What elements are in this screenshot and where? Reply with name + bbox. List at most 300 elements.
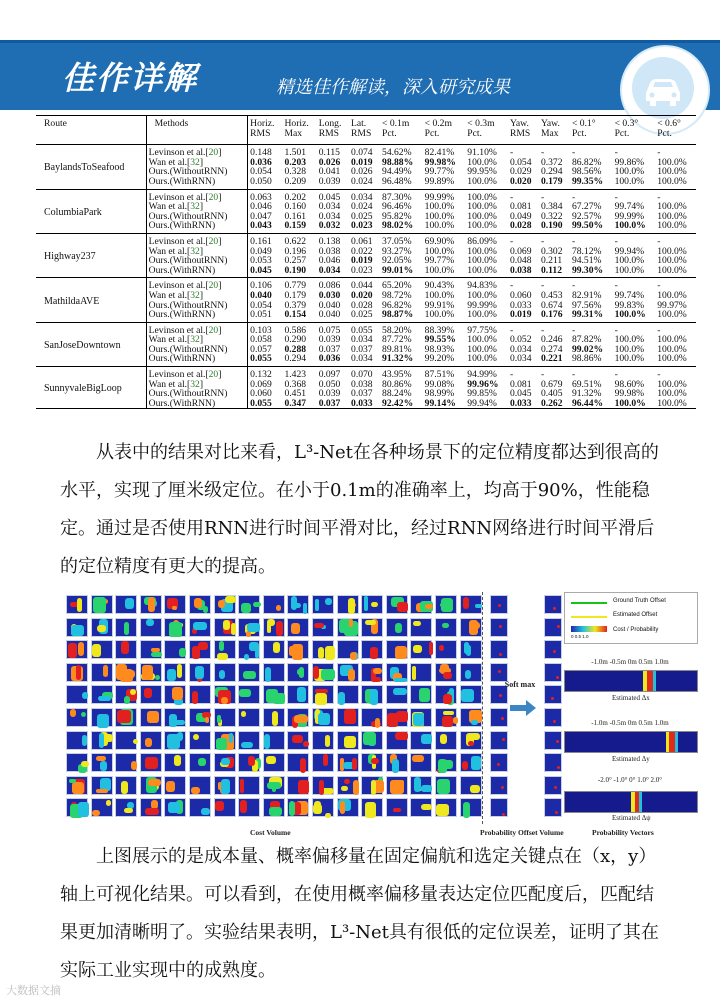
cost-volume-cell [287, 618, 309, 637]
value-cell: 0.061 [351, 235, 373, 247]
value-cell: 87.82% [571, 334, 602, 346]
value-cell: 0.048 [509, 255, 532, 267]
value-cell: 0.043 [248, 221, 283, 233]
cost-volume-cell [189, 663, 211, 682]
value-cell: 90.43% [424, 280, 455, 292]
value-cell: 0.033 [508, 399, 539, 409]
value-cell: 0.372 [540, 156, 563, 168]
cost-volume-cell [460, 798, 482, 817]
cost-volume-cell [238, 708, 260, 727]
value-cell: 99.99% [424, 191, 455, 203]
cost-volume-cell [312, 798, 334, 817]
cost-volume-cell [214, 595, 236, 614]
value-cell: 0.034 [351, 334, 373, 346]
value-cell: - [509, 191, 514, 203]
value-cell: 80.86% [382, 378, 412, 390]
value-cell: 0.057 [250, 343, 272, 355]
legend-box [564, 592, 698, 644]
value-cell: 0.029 [509, 166, 532, 178]
cost-volume-cell [263, 708, 285, 727]
cost-volume-cell [214, 776, 236, 795]
route-cell: BaylandsToSeafood [36, 145, 146, 189]
value-cell: 99.89% [423, 177, 466, 189]
cost-volume-cell [214, 685, 236, 704]
value-cell: - [509, 369, 514, 381]
value-cell: 100.0% [655, 266, 696, 278]
cost-volume-cell [238, 595, 260, 614]
cost-volume-cell [361, 618, 383, 637]
value-cell: 98.87% [380, 310, 423, 322]
value-cell: 0.115 [318, 147, 340, 159]
value-cell: 96.48% [380, 177, 423, 189]
cost-volume-cell [91, 663, 113, 682]
prob-vector-x [564, 670, 698, 692]
cost-volume-cell [337, 708, 359, 727]
cost-volume-cell [435, 685, 457, 704]
value-cell: - [614, 280, 618, 292]
value-cell: 100.0% [467, 255, 497, 267]
prob-offset-cell [490, 798, 508, 817]
cost-volume-cell [214, 640, 236, 659]
value-cell: 0.405 [540, 388, 563, 400]
value-cell: 100.0% [613, 266, 656, 278]
column-header: < 0.1° Pct. [570, 116, 613, 145]
cost-volume-cell [115, 618, 137, 637]
column-header: Yaw. RMS [508, 116, 539, 145]
value-cell: 94.49% [382, 166, 412, 178]
column-header: < 0.1m Pct. [380, 116, 423, 145]
cost-volume-cell [337, 753, 359, 772]
page-subtitle: 精选佳作解读，深入研究成果 [276, 77, 510, 98]
cost-volume-cell [361, 708, 383, 727]
cost-volume-cell [312, 685, 334, 704]
cost-volume-cell [287, 753, 309, 772]
cost-volume-cell [386, 776, 408, 795]
value-cell: 100.0% [657, 245, 687, 257]
cost-volume-cell [410, 798, 432, 817]
cost-volume-cell [263, 663, 285, 682]
value-cell: 100.0% [655, 399, 696, 409]
prob-offset-cell [490, 663, 508, 682]
cost-volume-cell [66, 753, 88, 772]
value-cell: 0.020 [351, 289, 373, 301]
route-cell: SunnyvaleBigLoop [36, 367, 146, 409]
table-row [36, 367, 696, 380]
label-est-psi: Estimated Δψ [612, 814, 651, 822]
prob-offset-cell [490, 731, 508, 750]
value-cell: 100.0% [423, 221, 466, 233]
value-cell: 0.202 [284, 191, 307, 203]
cost-volume-cell [140, 731, 162, 750]
value-cell: 0.081 [509, 201, 532, 213]
method-cell: Wan et al.[32] [146, 335, 248, 345]
cost-volume-cell [238, 731, 260, 750]
cost-volume-cell [361, 595, 383, 614]
cost-volume-cell [263, 753, 285, 772]
value-cell: 0.024 [351, 201, 373, 213]
cost-volume-cell [460, 595, 482, 614]
value-cell: 0.294 [282, 354, 316, 366]
prob-offset-cell [544, 595, 562, 614]
value-cell: 99.20% [423, 354, 466, 366]
value-cell: 0.154 [282, 310, 316, 322]
value-cell: - [540, 147, 545, 159]
label-est-y: Estimated Δy [612, 755, 650, 763]
value-cell: 0.106 [250, 280, 272, 292]
axis-x-ticks: -1.0m -0.5m 0m 0.5m 1.0m [591, 658, 669, 666]
value-cell: 0.069 [250, 378, 272, 390]
legend-scale-label: 0 0.5 1.0 [571, 634, 589, 639]
value-cell: 0.026 [351, 166, 373, 178]
cost-volume-cell [140, 685, 162, 704]
value-cell: 100.0% [613, 399, 656, 409]
cost-volume-cell [361, 640, 383, 659]
value-cell: 100.0% [467, 191, 497, 203]
value-cell: 0.179 [284, 289, 307, 301]
value-cell: 0.046 [250, 201, 272, 213]
value-cell: 0.028 [508, 221, 539, 233]
cost-volume-cell [312, 731, 334, 750]
value-cell: - [657, 235, 661, 247]
value-cell: 0.097 [318, 369, 341, 381]
cost-volume-cell [287, 595, 309, 614]
cost-volume-cell [140, 776, 162, 795]
cost-volume-cell [164, 798, 186, 817]
value-cell: 100.0% [467, 210, 497, 222]
prob-offset-cell [544, 640, 562, 659]
value-cell: 100.0% [465, 266, 508, 278]
cost-volume-cell [263, 731, 285, 750]
table-row [36, 278, 696, 291]
value-cell: 91.10% [467, 147, 497, 159]
cost-volume-cell [91, 731, 113, 750]
label-prob-offset-volume: Probability Offset Volume [480, 828, 564, 837]
prob-offset-cell [544, 618, 562, 637]
value-cell: 0.032 [317, 221, 349, 233]
value-cell: 0.379 [284, 299, 307, 311]
cost-volume-cell [263, 595, 285, 614]
cost-volume-cell [164, 708, 186, 727]
value-cell: 100.0% [467, 156, 497, 168]
value-cell: 99.96% [467, 378, 499, 390]
cost-volume-cell [460, 663, 482, 682]
cost-volume-cell [91, 776, 113, 795]
cost-volume-cell [164, 618, 186, 637]
value-cell: 99.85% [467, 388, 497, 400]
cost-volume-cell [312, 618, 334, 637]
cost-volume-cell [337, 663, 359, 682]
visualization-figure [60, 592, 700, 840]
value-cell: 100.0% [614, 255, 645, 267]
cost-volume-cell [386, 708, 408, 727]
value-cell: 98.99% [424, 388, 455, 400]
value-cell: 99.14% [423, 399, 466, 409]
value-cell: 0.030 [318, 289, 341, 301]
value-cell: 98.88% [382, 156, 414, 168]
value-cell: 93.27% [382, 245, 412, 257]
value-cell: 0.045 [509, 388, 532, 400]
value-cell: 92.57% [571, 210, 602, 222]
value-cell: 98.02% [380, 221, 423, 233]
value-cell: 0.221 [539, 354, 570, 366]
value-cell: 0.053 [250, 255, 272, 267]
axis-y-ticks: -1.0m -0.5m 0m 0.5m 1.0m [591, 719, 669, 727]
cost-volume-cell [386, 663, 408, 682]
cost-volume-cell [263, 685, 285, 704]
cost-volume-cell [287, 663, 309, 682]
value-cell: 0.019 [508, 310, 539, 322]
value-cell: 86.82% [571, 156, 602, 168]
value-cell: 0.034 [349, 354, 380, 366]
cost-volume-cell [361, 776, 383, 795]
cost-volume-cell [91, 640, 113, 659]
prob-offset-cell [544, 663, 562, 682]
cost-volume-cell [214, 753, 236, 772]
cost-volume-cell [189, 798, 211, 817]
cost-volume-cell [189, 776, 211, 795]
value-cell: 98.86% [570, 354, 613, 366]
cost-volume-cell [337, 640, 359, 659]
value-cell: 100.0% [657, 156, 687, 168]
value-cell: 0.322 [540, 210, 563, 222]
value-cell: 0.262 [539, 399, 570, 409]
cost-volume-cell [66, 618, 88, 637]
column-header: < 0.3° Pct. [613, 116, 656, 145]
prob-offset-cell [490, 776, 508, 795]
value-cell: 97.56% [571, 299, 602, 311]
cost-volume-cell [91, 708, 113, 727]
value-cell: 99.98% [424, 156, 456, 168]
value-cell: 0.161 [250, 235, 272, 247]
legend-gt-label: Ground Truth Offset [613, 598, 666, 604]
method-cell: Ours.(WithRNN) [146, 354, 248, 366]
value-cell: - [571, 191, 576, 203]
value-cell: 100.0% [465, 177, 508, 189]
value-cell: 99.94% [614, 245, 645, 257]
cost-volume-cell [189, 595, 211, 614]
value-cell: 0.132 [250, 369, 272, 381]
value-cell: 100.0% [657, 334, 687, 346]
cost-volume-cell [337, 685, 359, 704]
value-cell: 0.044 [351, 280, 373, 292]
value-cell: 0.060 [250, 388, 272, 400]
cost-volume-cell [214, 618, 236, 637]
value-cell: 99.95% [467, 166, 497, 178]
value-cell: 87.51% [424, 369, 455, 381]
value-cell: 0.034 [351, 191, 373, 203]
cost-volume-cell [460, 708, 482, 727]
cost-volume-cell [410, 776, 432, 795]
value-cell: 0.179 [539, 177, 570, 189]
cost-volume-cell [214, 708, 236, 727]
cost-volume-cell [115, 731, 137, 750]
paragraph-results-summary: 从表中的结果对比来看，L³-Net在各种场景下的定位精度都达到很高的水平，实现了厘米级定位。在小于0.1m的准确率上，均高于90%，性能稳定。通过是否使用RNN进行时间平滑对比，经过RNN网络进行时间平滑后的定位精度有更大的提高。 [60, 442, 659, 577]
value-cell: 100.0% [465, 221, 508, 233]
value-cell: 0.025 [351, 210, 373, 222]
legend-cost-label: Cost / Probability [613, 627, 659, 633]
value-cell: 1.423 [284, 369, 307, 381]
value-cell: 0.037 [318, 343, 341, 355]
value-cell: 99.55% [424, 334, 456, 346]
value-cell: 0.063 [250, 191, 272, 203]
value-cell: 99.35% [570, 177, 613, 189]
value-cell: 0.024 [349, 177, 380, 189]
value-cell: 99.77% [424, 255, 455, 267]
value-cell: 100.0% [657, 388, 687, 400]
method-cell: Ours.(WithRNN) [146, 399, 248, 409]
value-cell: 0.041 [318, 166, 341, 178]
value-cell: 99.94% [465, 399, 508, 409]
cost-volume-cell [312, 640, 334, 659]
cost-volume-cell [263, 798, 285, 817]
value-cell: 0.034 [508, 354, 539, 366]
value-cell: 100.0% [467, 334, 497, 346]
paragraph-figure-summary: 上图展示的是成本量、概率偏移量在固定偏航和选定关键点在（x，y）轴上可视化结果。可以看到，在使用概率偏移量表达定位匹配度后，匹配结果更加清晰明了。实验结果表明，L³-Net具有很低的定位误差，证明了其在实际工业实现中的成熟度。 [60, 846, 659, 981]
value-cell: 0.274 [540, 343, 563, 355]
cost-volume-cell [238, 798, 260, 817]
cost-volume-cell [435, 798, 457, 817]
value-cell: 0.022 [351, 245, 373, 257]
value-cell: 0.054 [509, 156, 532, 168]
value-cell: 0.081 [509, 378, 532, 390]
value-cell: 87.30% [382, 191, 412, 203]
method-cell: Ours.(WithRNN) [146, 221, 248, 233]
method-cell: Wan et al.[32] [146, 380, 248, 390]
cost-volume-cell [263, 640, 285, 659]
route-cell: Highway237 [36, 233, 146, 277]
cost-volume-cell [337, 776, 359, 795]
value-cell: 100.0% [467, 343, 497, 355]
value-cell: 0.294 [540, 166, 563, 178]
value-cell: 0.019 [351, 255, 373, 267]
cost-volume-cell [238, 640, 260, 659]
value-cell: 100.0% [613, 177, 656, 189]
method-cell: Levinson et al.[20] [146, 322, 248, 335]
prob-offset-cell [490, 618, 508, 637]
value-cell: 100.0% [655, 221, 696, 233]
cost-volume-cell [115, 640, 137, 659]
prob-offset-cell [544, 776, 562, 795]
cost-volume-cell [140, 708, 162, 727]
value-cell: 100.0% [657, 289, 687, 301]
value-cell: 0.034 [509, 343, 532, 355]
cost-volume-cell [140, 663, 162, 682]
cost-volume-cell [140, 618, 162, 637]
value-cell: 0.052 [509, 334, 532, 346]
value-cell: - [540, 235, 545, 247]
cost-volume-cell [460, 618, 482, 637]
value-cell: 67.27% [571, 201, 602, 213]
cost-volume-cell [189, 618, 211, 637]
cost-volume-cell [238, 753, 260, 772]
arrow-right-icon [510, 700, 536, 716]
cost-volume-cell [460, 640, 482, 659]
value-cell: 0.040 [317, 310, 349, 322]
value-cell: 65.20% [382, 280, 412, 292]
watermark: 大数据文摘 [6, 984, 61, 997]
cost-volume-cell [214, 663, 236, 682]
value-cell: 100.0% [613, 354, 656, 366]
value-cell: 0.622 [284, 235, 307, 247]
value-cell: - [540, 191, 545, 203]
column-header: Methods [146, 116, 248, 145]
value-cell: - [571, 235, 576, 247]
column-header: Horiz. Max [282, 116, 316, 145]
value-cell: 0.040 [250, 289, 272, 301]
value-cell: 0.086 [318, 280, 341, 292]
cost-volume-cell [435, 640, 457, 659]
value-cell: 0.161 [284, 210, 307, 222]
value-cell: 0.779 [284, 280, 307, 292]
value-cell: 0.074 [351, 147, 373, 159]
value-cell: 0.368 [284, 378, 307, 390]
value-cell: 0.160 [284, 201, 307, 213]
method-cell: Levinson et al.[20] [146, 278, 248, 291]
divider [482, 592, 484, 824]
value-cell: 88.39% [424, 324, 455, 336]
cost-volume-cell [91, 753, 113, 772]
value-cell: 94.99% [467, 369, 497, 381]
value-cell: 0.036 [317, 354, 349, 366]
cost-volume-cell [263, 618, 285, 637]
value-cell: 99.91% [424, 299, 455, 311]
value-cell: 0.049 [509, 210, 532, 222]
cost-volume-cell [410, 708, 432, 727]
cost-volume-cell [435, 776, 457, 795]
value-cell: 0.025 [349, 310, 380, 322]
value-cell: 100.0% [424, 210, 455, 222]
cost-volume-cell [361, 663, 383, 682]
method-cell: Wan et al.[32] [146, 202, 248, 212]
value-cell: 0.051 [248, 310, 283, 322]
value-cell: - [657, 369, 661, 381]
value-cell: 100.0% [423, 310, 466, 322]
cost-volume-cell [410, 663, 432, 682]
value-cell: 99.83% [614, 299, 645, 311]
value-cell: 82.41% [424, 147, 455, 159]
value-cell: 99.50% [570, 221, 613, 233]
page-title: 佳作详解 [62, 59, 199, 97]
value-cell: 0.138 [318, 235, 341, 247]
value-cell: 94.51% [571, 255, 602, 267]
value-cell: 0.302 [540, 245, 563, 257]
value-cell: 100.0% [467, 245, 497, 257]
prob-offset-cell [490, 708, 508, 727]
cost-volume-cell [66, 663, 88, 682]
value-cell: 0.055 [351, 324, 373, 336]
value-cell: 82.91% [571, 289, 602, 301]
value-cell: - [657, 147, 661, 159]
value-cell: 1.501 [284, 147, 307, 159]
value-cell: 100.0% [655, 177, 696, 189]
cost-volume-cell [214, 731, 236, 750]
value-cell: 0.176 [539, 310, 570, 322]
cost-volume-cell [140, 640, 162, 659]
value-cell: 100.0% [613, 310, 656, 322]
method-cell: Levinson et al.[20] [146, 367, 248, 380]
value-cell: - [571, 147, 576, 159]
method-cell: Ours.(WithoutRNN) [146, 167, 248, 177]
cost-volume-cell [66, 685, 88, 704]
results-table-grid [36, 115, 696, 409]
cost-volume-cell [410, 640, 432, 659]
value-cell: 99.98% [614, 388, 645, 400]
column-header: < 0.3m Pct. [465, 116, 508, 145]
column-header: < 0.2m Pct. [423, 116, 466, 145]
method-cell: Ours.(WithoutRNN) [146, 256, 248, 266]
value-cell: 96.46% [382, 201, 412, 213]
value-cell: 99.86% [614, 156, 645, 168]
